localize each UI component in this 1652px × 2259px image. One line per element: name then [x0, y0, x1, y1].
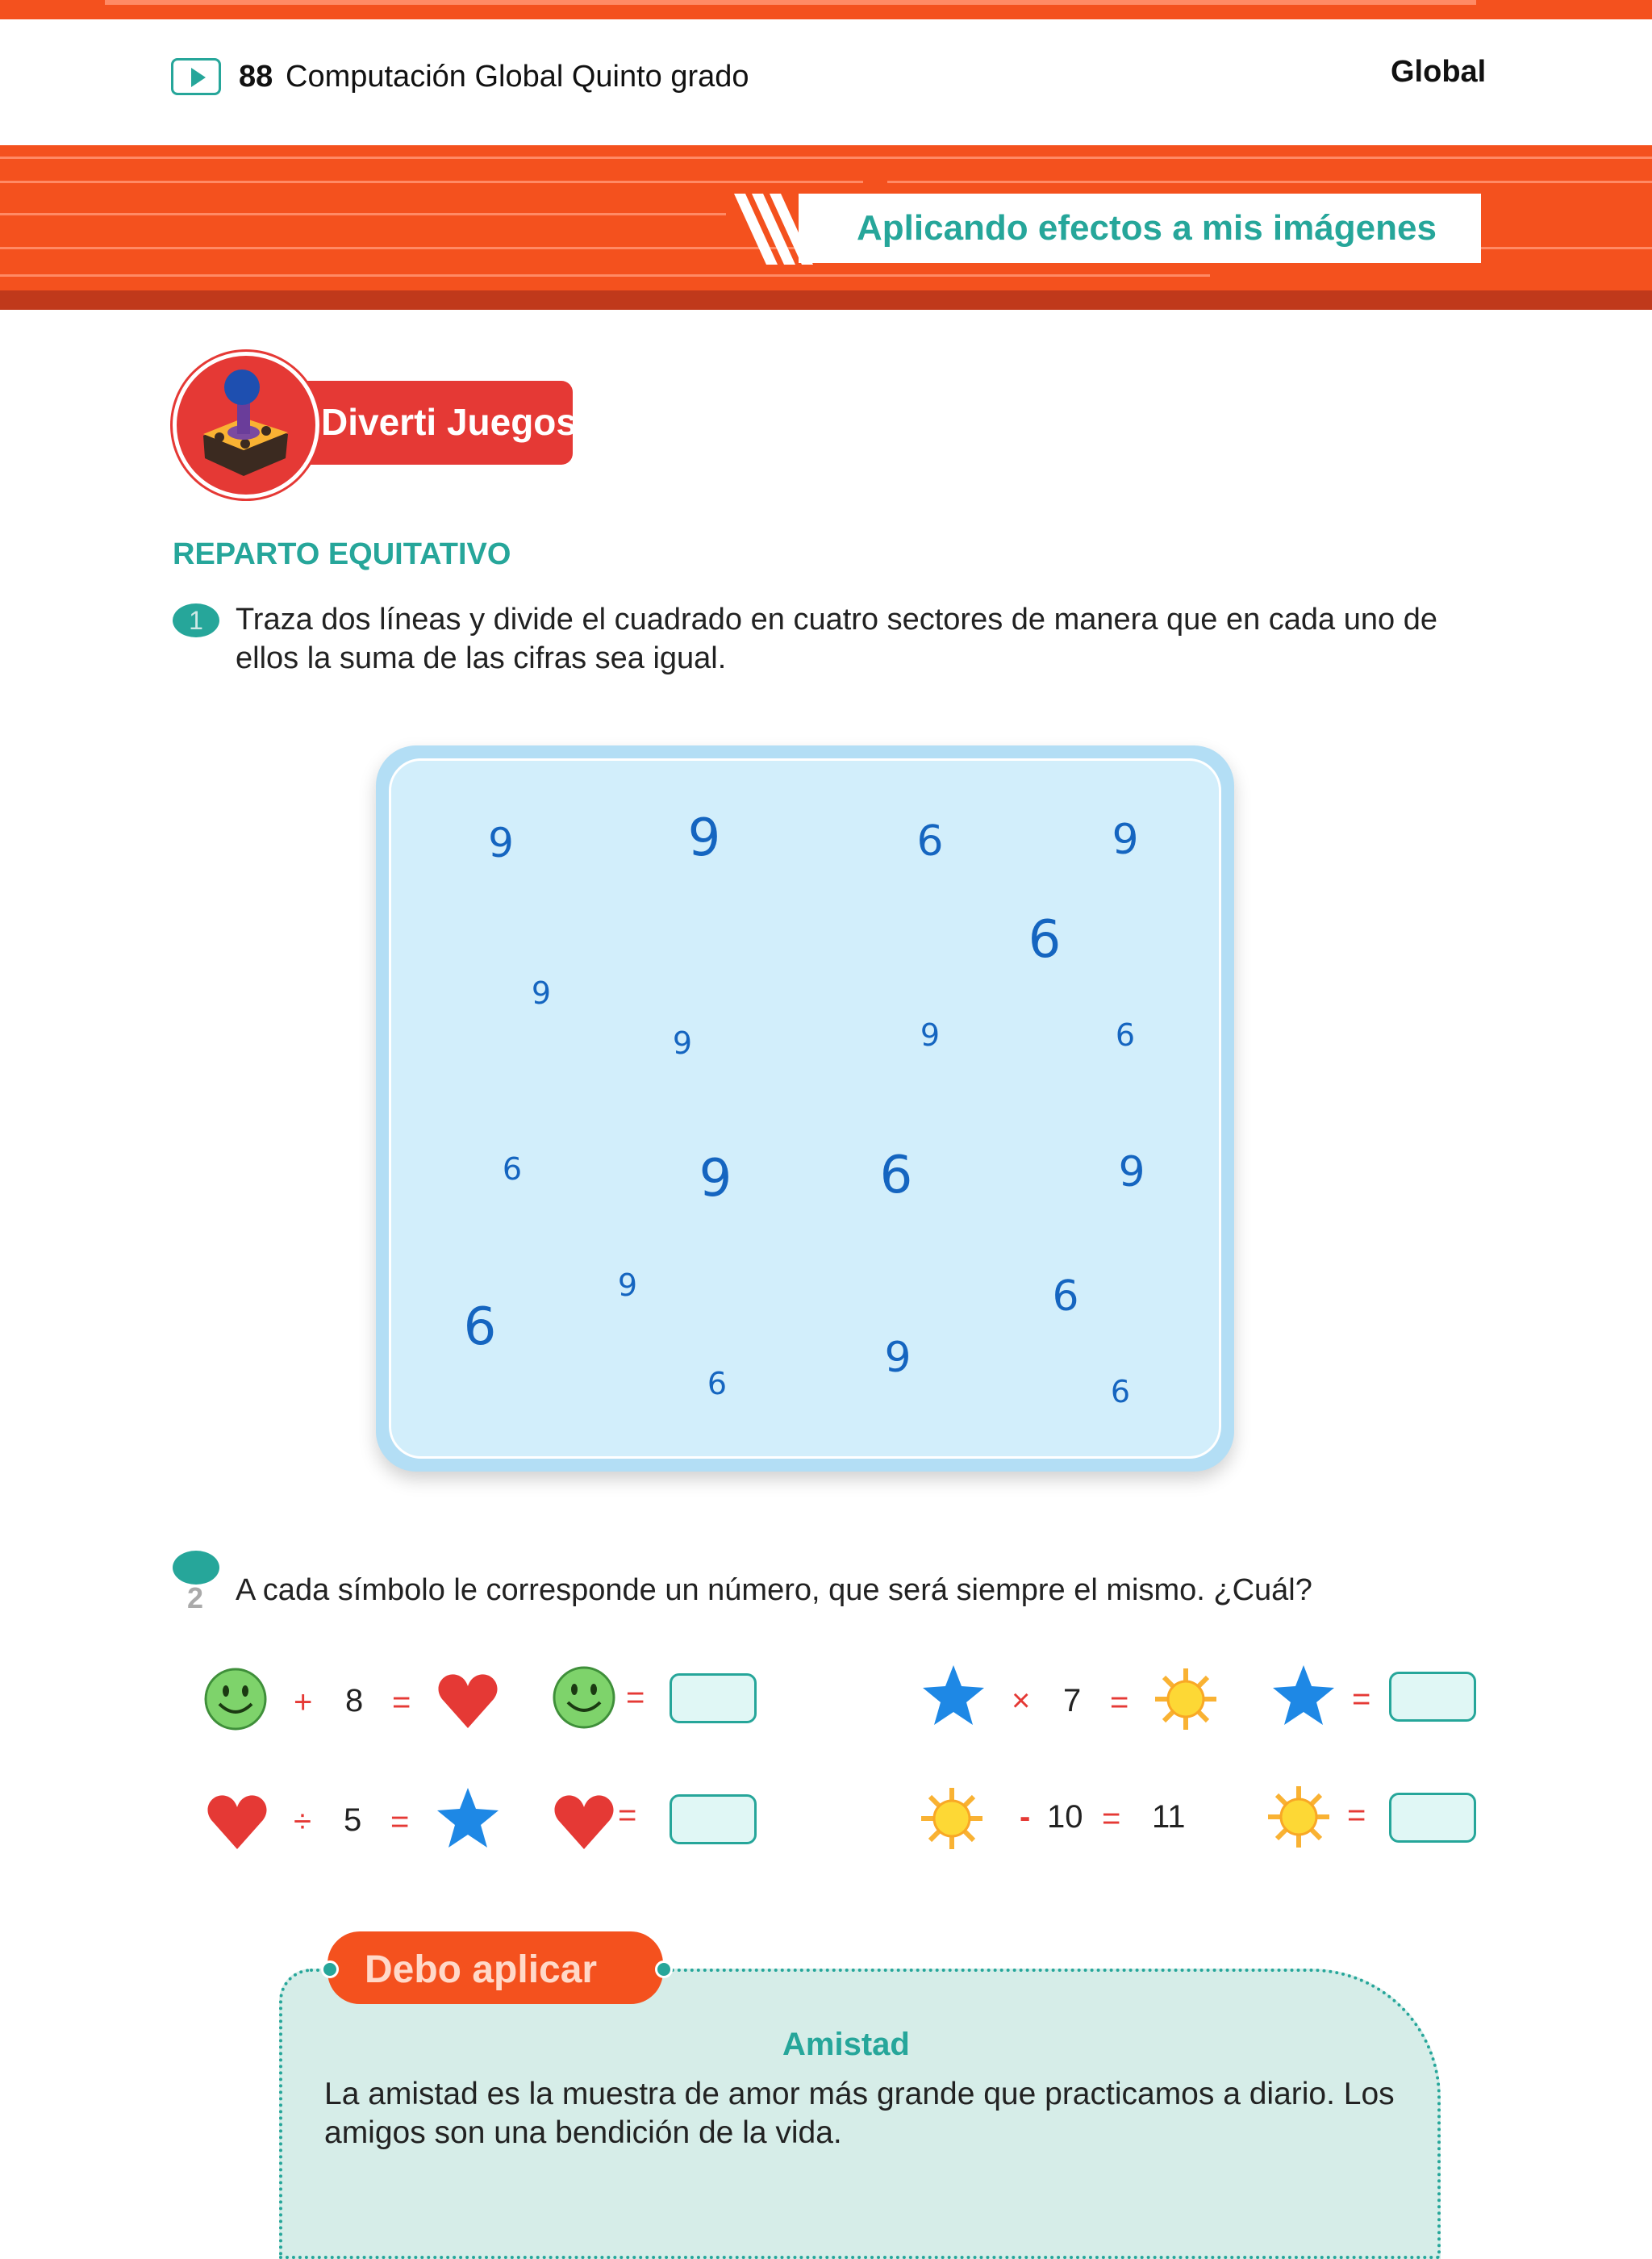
book-title: Computación Global Quinto grado [286, 60, 749, 94]
question-1-text: Traza dos líneas y divide el cuadrado en cuatro sectores de manera que en cada uno de ellos la suma de las cifras sea igual. [236, 603, 1437, 675]
joystick-icon [187, 363, 300, 484]
smiley-icon [552, 1665, 616, 1730]
debo-aplicar-text: La amistad es la muestra de amor más grande que practicamos a diario. Los amigos son una bendición de la vida. [324, 2077, 1395, 2150]
equals-sign: = [1102, 1801, 1121, 1836]
number-eight: 8 [345, 1683, 364, 1718]
series-label: Global [1391, 55, 1487, 89]
equals-sign: = [390, 1804, 410, 1839]
grid-digit: 9 [884, 1334, 912, 1382]
debo-aplicar-label: Debo aplicar [365, 1948, 598, 1991]
grid-digit: 9 [488, 820, 514, 866]
smiley-icon [203, 1667, 268, 1731]
question-2-number: 2 [187, 1581, 204, 1614]
pill-dot [655, 1960, 673, 1978]
debo-aplicar-title: Amistad [782, 2027, 910, 2062]
answer-box-heart[interactable] [670, 1794, 757, 1844]
answer-box-sun[interactable] [1389, 1793, 1476, 1843]
grid-digit: 9 [672, 1025, 693, 1061]
question-number-badge [173, 1551, 219, 1585]
number-ten: 10 [1047, 1799, 1083, 1835]
equals-sign: = [618, 1798, 637, 1833]
heart-icon [552, 1789, 616, 1854]
sun-icon [1266, 1785, 1331, 1849]
equals-sign: = [626, 1680, 645, 1715]
grid-digit: 6 [502, 1151, 523, 1187]
question-2-text: A cada símbolo le corresponde un número, que será siempre el mismo. ¿Cuál? [236, 1573, 1312, 1607]
sun-icon [1153, 1667, 1218, 1731]
grid-digit: 6 [1110, 1374, 1131, 1409]
number-seven: 7 [1063, 1683, 1082, 1718]
grid-digit: 9 [617, 1267, 638, 1303]
star-icon [1271, 1664, 1336, 1728]
grid-digit: 9 [1112, 816, 1139, 864]
grid-digit: 9 [687, 808, 721, 868]
minus-sign: - [1020, 1799, 1031, 1835]
badge-label: Diverti Juegos [321, 401, 577, 443]
section-heading: REPARTO EQUITATIVO [173, 537, 511, 571]
equals-sign: = [1110, 1685, 1129, 1720]
grid-digit: 6 [1052, 1272, 1079, 1321]
grid-digit: 9 [699, 1149, 732, 1209]
times-sign: × [1012, 1683, 1031, 1718]
grid-digit: 6 [916, 817, 944, 866]
divide-sign: ÷ [294, 1804, 311, 1839]
grid-digit: 6 [1115, 1017, 1136, 1053]
banner-title: Aplicando efectos a mis imágenes [857, 208, 1437, 248]
equals-sign: = [1352, 1681, 1371, 1717]
grid-digit: 9 [1118, 1148, 1145, 1196]
grid-digit: 9 [920, 1017, 941, 1053]
number-five: 5 [344, 1802, 362, 1838]
star-icon [436, 1786, 500, 1851]
grid-digit: 6 [707, 1366, 728, 1401]
plus-sign: + [294, 1685, 313, 1720]
answer-box-star[interactable] [1389, 1672, 1476, 1722]
heart-icon [205, 1789, 269, 1854]
answer-box-smiley[interactable] [670, 1673, 757, 1723]
grid-digit: 9 [531, 975, 552, 1011]
equals-sign: = [392, 1685, 411, 1720]
number-grid [389, 758, 1221, 1459]
heart-icon [436, 1668, 500, 1733]
page-number: 88 [239, 60, 273, 94]
pill-dot [321, 1960, 339, 1978]
question-number-badge: 1 [173, 603, 219, 637]
play-icon [171, 58, 221, 95]
star-icon [921, 1664, 986, 1728]
sun-icon [920, 1786, 984, 1851]
grid-digit: 6 [463, 1297, 497, 1357]
top-strip [0, 0, 1652, 19]
grid-digit: 6 [1028, 910, 1062, 970]
equals-sign: = [1347, 1798, 1366, 1833]
number-eleven: 11 [1152, 1799, 1186, 1835]
grid-digit: 6 [879, 1146, 913, 1205]
